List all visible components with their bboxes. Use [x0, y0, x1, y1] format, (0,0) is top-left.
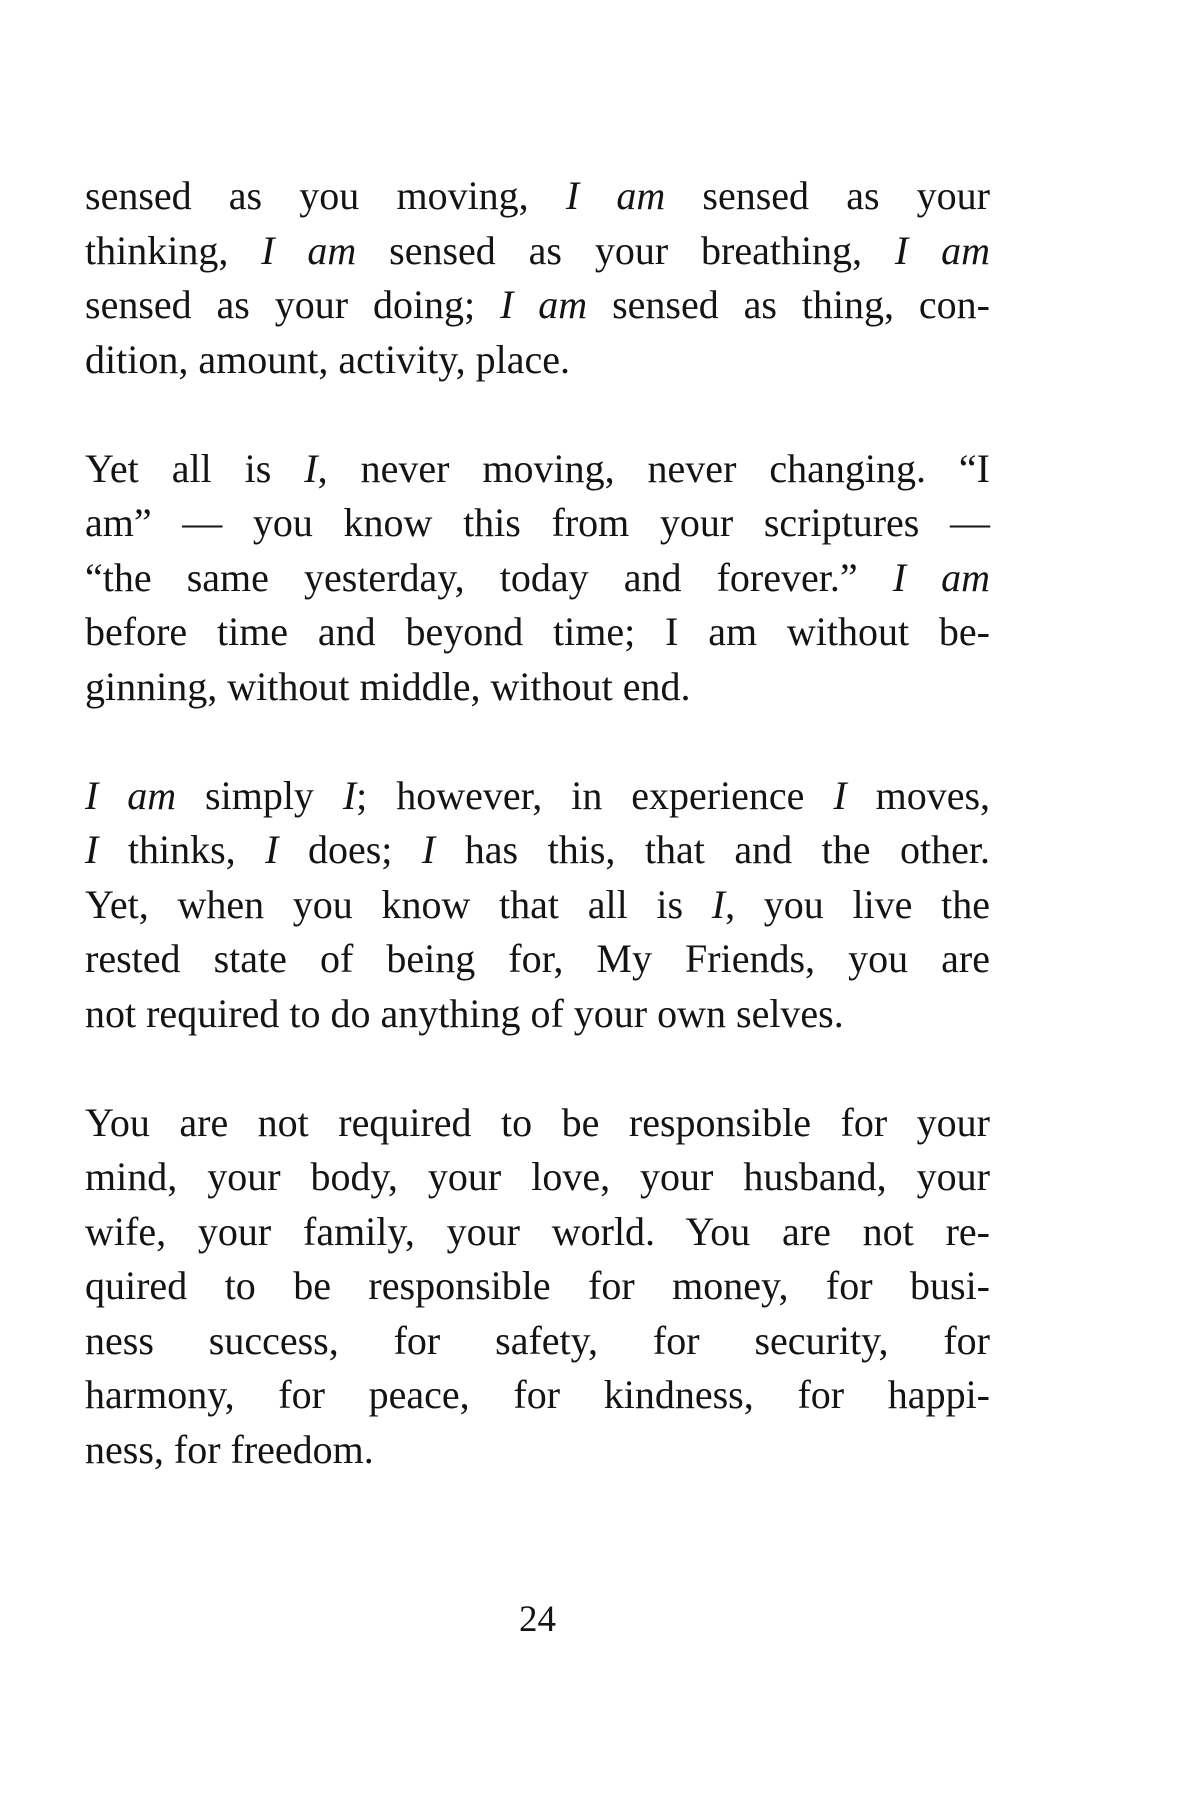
body-text: ness, for freedom. [85, 1426, 374, 1472]
italic-text: I [342, 772, 357, 818]
text-line [85, 878, 990, 933]
text-line [85, 1368, 990, 1423]
text-line [85, 169, 990, 224]
body-text: am” — you know this from your scriptures — [85, 500, 990, 545]
italic-text: I am [261, 227, 357, 273]
italic-text: I am [892, 554, 990, 600]
page-text [85, 169, 990, 1477]
text-line [85, 823, 990, 878]
italic-text: I [833, 772, 847, 818]
body-text: , you live the [725, 881, 990, 927]
text-line [85, 1096, 990, 1151]
text-line [85, 1314, 990, 1369]
text-line [85, 1205, 990, 1260]
body-text: thinks, [98, 827, 266, 872]
paragraph [85, 769, 990, 1042]
paragraph [85, 169, 990, 387]
text-line [85, 660, 990, 715]
body-text: You are not required to be responsible for your [85, 1099, 990, 1145]
body-text: before time and beyond time; I am without be- [85, 609, 990, 654]
paragraph [85, 1096, 990, 1478]
text-line [85, 224, 990, 279]
italic-text: I am [500, 282, 588, 327]
text-line [85, 278, 990, 333]
body-text: does; [278, 827, 422, 872]
body-text: , never moving, never changing. “I [317, 445, 990, 491]
body-text: not required to do anything of your own selves. [85, 990, 844, 1036]
body-text: Yet all is [85, 445, 305, 491]
paragraph [85, 442, 990, 715]
body-text: rested state of being for, My Friends, you are [85, 936, 990, 981]
body-text: mind, your body, your love, your husband, your [85, 1154, 990, 1199]
text-line [85, 551, 990, 606]
text-line [85, 605, 990, 660]
text-line [85, 442, 990, 497]
italic-text: I am [565, 173, 666, 218]
italic-text: I [421, 827, 436, 872]
body-text: thinking, [85, 227, 262, 273]
body-text: sensed as your doing; [85, 282, 501, 327]
body-text: “the same yesterday, today and forever.” [85, 554, 893, 600]
page-number: 24 [519, 1599, 556, 1640]
body-text: ginning, without middle, without end. [85, 663, 691, 709]
body-text: moves, [846, 772, 991, 818]
body-text: dition, amount, activity, place. [85, 336, 571, 382]
body-text: ness success, for safety, for security, for [85, 1317, 990, 1363]
text-line [85, 987, 990, 1042]
body-text: sensed as thing, con- [587, 282, 991, 327]
body-text: quired to be responsible for money, for busi- [85, 1263, 990, 1308]
italic-text: I [85, 827, 99, 872]
body-text: wife, your family, your world. You are not re- [85, 1208, 990, 1254]
italic-text: I [265, 827, 279, 872]
body-text: harmony, for peace, for kindness, for happi- [85, 1372, 990, 1417]
text-line [85, 1423, 990, 1478]
italic-text: I [711, 881, 726, 927]
italic-text: I am [85, 772, 177, 818]
italic-text: I [304, 445, 318, 491]
text-line [85, 1150, 990, 1205]
body-text: simply [176, 772, 343, 818]
body-text: Yet, when you know that all is [85, 881, 712, 927]
text-line [85, 932, 990, 987]
text-line [85, 1259, 990, 1314]
body-text: sensed as your [665, 173, 990, 218]
body-text: sensed as you moving, [85, 173, 566, 218]
body-text: ; however, in experience [356, 772, 834, 818]
italic-text: I am [894, 227, 990, 273]
text-line [85, 496, 990, 551]
body-text: sensed as your breathing, [356, 227, 895, 273]
body-text: has this, that and the other. [435, 827, 990, 872]
text-line [85, 769, 990, 824]
text-line [85, 333, 990, 388]
